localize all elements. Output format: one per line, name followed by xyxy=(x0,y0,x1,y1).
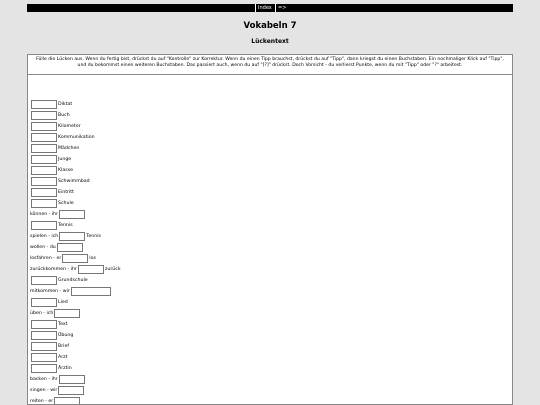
gap-row xyxy=(30,286,121,297)
gap-input[interactable] xyxy=(31,100,57,109)
gap-row xyxy=(30,341,121,352)
word-label: Tennis xyxy=(58,223,73,228)
next-page-link[interactable]: => xyxy=(275,4,288,12)
gap-input[interactable] xyxy=(31,166,57,175)
word-label: Kommunikation xyxy=(58,135,95,140)
gap-input[interactable] xyxy=(31,342,57,351)
gap-input[interactable] xyxy=(31,353,57,362)
gap-row xyxy=(30,297,121,308)
gap-row xyxy=(30,231,121,242)
prompt-label: mitkommen - wir xyxy=(30,289,70,294)
gap-input[interactable] xyxy=(62,254,88,263)
gap-row xyxy=(30,253,121,264)
gap-input[interactable] xyxy=(31,111,57,120)
word-label: Buch xyxy=(58,113,70,118)
page-title: Vokabeln 7 xyxy=(243,21,297,31)
word-label: Grundschule xyxy=(58,278,88,283)
word-label: Eintritt xyxy=(58,190,74,195)
gap-input[interactable] xyxy=(59,210,85,219)
exercise-panel xyxy=(27,54,513,405)
gap-row xyxy=(30,242,121,253)
gap-input[interactable] xyxy=(31,298,57,307)
gap-input[interactable] xyxy=(31,144,57,153)
prompt-label: üben - ich xyxy=(30,311,54,316)
prompt-label: backen - ihr xyxy=(30,377,58,382)
prompt-label: wollen - du xyxy=(30,245,56,250)
gap-input[interactable] xyxy=(31,122,57,131)
gap-input[interactable] xyxy=(31,276,57,285)
gap-input[interactable] xyxy=(31,221,57,230)
gap-row xyxy=(30,319,121,330)
prompt-label: können - ihr xyxy=(30,212,59,217)
gap-row xyxy=(30,165,121,176)
gap-row xyxy=(30,187,121,198)
word-label: Tennis xyxy=(86,234,101,239)
word-label: Junge xyxy=(58,157,72,162)
gap-row xyxy=(30,176,121,187)
word-label: Klasse xyxy=(58,168,74,173)
prompt-label: zurückkommen - ihr xyxy=(30,267,77,272)
gap-row xyxy=(30,198,121,209)
gap-row xyxy=(30,385,121,396)
word-label: Schule xyxy=(58,201,74,206)
word-label: Lied xyxy=(58,300,68,305)
gap-fill-list xyxy=(30,99,121,405)
word-label: Übung xyxy=(58,333,74,338)
word-label: Text xyxy=(58,322,68,327)
gap-row xyxy=(30,110,121,121)
gap-input[interactable] xyxy=(31,199,57,208)
page-subtitle: Lückentext xyxy=(251,38,289,45)
gap-row xyxy=(30,396,121,405)
gap-input[interactable] xyxy=(78,265,104,274)
gap-row xyxy=(30,275,121,286)
gap-input[interactable] xyxy=(31,155,57,164)
word-label: zurück xyxy=(104,267,121,272)
gap-input[interactable] xyxy=(31,331,57,340)
gap-row xyxy=(30,308,121,319)
gap-row xyxy=(30,121,121,132)
prompt-label: singen - wir xyxy=(30,388,58,393)
gap-row xyxy=(30,154,121,165)
gap-row xyxy=(30,363,121,374)
gap-row xyxy=(30,143,121,154)
prompt-label: spielen - ich xyxy=(30,234,59,239)
gap-row xyxy=(30,132,121,143)
word-label: Schwimmbad xyxy=(58,179,90,184)
gap-input[interactable] xyxy=(31,320,57,329)
word-label: Arzt xyxy=(58,355,68,360)
word-label: los xyxy=(89,256,96,261)
gap-input[interactable] xyxy=(31,364,57,373)
word-label: Diktat xyxy=(58,102,73,107)
top-navigation-bar xyxy=(27,4,513,12)
word-label: Kilometer xyxy=(58,124,81,129)
word-label: Ärztin xyxy=(58,366,72,371)
gap-input[interactable] xyxy=(54,309,80,318)
gap-input[interactable] xyxy=(31,133,57,142)
gap-row xyxy=(30,330,121,341)
gap-input[interactable] xyxy=(59,375,85,384)
gap-row xyxy=(30,374,121,385)
gap-input[interactable] xyxy=(31,177,57,186)
gap-input[interactable] xyxy=(57,243,83,252)
gap-input[interactable] xyxy=(71,287,111,296)
word-label: Brief xyxy=(58,344,69,349)
prompt-label: losfahren - er xyxy=(30,256,62,261)
index-link[interactable]: Index xyxy=(255,4,274,12)
word-label: Mädchen xyxy=(58,146,80,151)
gap-row xyxy=(30,99,121,110)
gap-row xyxy=(30,264,121,275)
gap-row xyxy=(30,220,121,231)
gap-input[interactable] xyxy=(54,397,80,405)
gap-row xyxy=(30,209,121,220)
gap-input[interactable] xyxy=(59,232,85,241)
instructions-text: Fülle die Lücken aus. Wenn du fertig bist, drückst du auf "Kontrolle" zur Korrektur. Wenn du einen Tipp brauchst, drückst du auf "Tipp", dann kriegst du einen Buchstaben. Ein nochmaliger Klick auf "Tipp", und du bekommst einen weiteren Buchstaben. Das passiert auch, wenn du auf "[?]" drückst. Doch Vorsicht - du verlierst Punkte, wenn du mit "Tipp" oder "?" arbeitest. xyxy=(28,55,512,75)
gap-input[interactable] xyxy=(31,188,57,197)
prompt-label: reiten - er xyxy=(30,399,54,404)
gap-input[interactable] xyxy=(58,386,84,395)
gap-row xyxy=(30,352,121,363)
